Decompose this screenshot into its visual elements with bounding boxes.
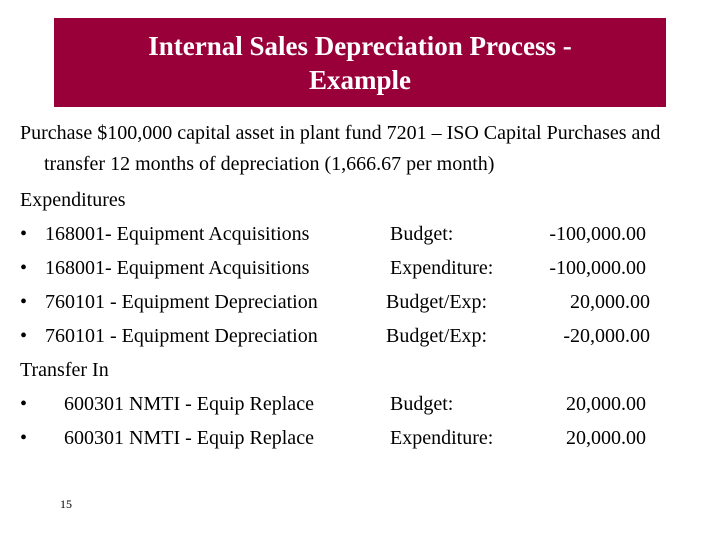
entry-amount: 20,000.00 bbox=[570, 291, 650, 313]
entry-type: Expenditure: bbox=[390, 257, 494, 279]
intro-paragraph: Purchase $100,000 capital asset in plant fund 7201 – ISO Capital Purchases and transfer 12 months of depreciation (1,666.67 per month) bbox=[20, 122, 661, 175]
bullet-icon: • bbox=[20, 427, 28, 449]
bullet-icon: • bbox=[20, 393, 28, 415]
entry-amount: 20,000.00 bbox=[566, 427, 646, 449]
slide-title bbox=[54, 18, 666, 107]
expenditures-heading bbox=[20, 183, 700, 217]
entry-amount: -100,000.00 bbox=[549, 257, 646, 279]
bullet-icon: • bbox=[20, 291, 28, 313]
entry-amount: -20,000.00 bbox=[563, 325, 650, 347]
expenditure-row bbox=[20, 319, 700, 353]
expenditure-row bbox=[20, 251, 700, 285]
page-number: 15 bbox=[60, 497, 72, 511]
entry-type: Budget: bbox=[390, 223, 454, 245]
account-name: 760101 - Equipment Depreciation bbox=[45, 325, 318, 347]
entry-type: Budget/Exp: bbox=[386, 291, 488, 313]
account-name: 600301 NMTI - Equip Replace bbox=[64, 427, 314, 449]
bullet-icon: • bbox=[20, 325, 28, 347]
expenditure-row bbox=[20, 285, 700, 319]
transfer-row bbox=[20, 421, 700, 455]
account-name: 760101 - Equipment Depreciation bbox=[45, 291, 318, 313]
slide-title-line-1: Internal Sales Depreciation Process - bbox=[148, 30, 572, 61]
account-name: 168001- Equipment Acquisitions bbox=[45, 257, 310, 279]
slide-title-line-2: Example bbox=[308, 64, 411, 95]
entry-amount: 20,000.00 bbox=[566, 393, 646, 415]
entry-type: Budget: bbox=[390, 393, 454, 415]
entry-type: Budget/Exp: bbox=[386, 325, 488, 347]
slide-body bbox=[20, 118, 700, 455]
expenditure-row bbox=[20, 217, 700, 251]
entry-amount: -100,000.00 bbox=[549, 223, 646, 245]
transfer-in-heading-label: Transfer In bbox=[20, 359, 109, 381]
transfer-row bbox=[20, 387, 700, 421]
transfer-in-heading bbox=[20, 353, 700, 387]
account-name: 600301 NMTI - Equip Replace bbox=[64, 393, 314, 415]
bullet-icon: • bbox=[20, 223, 28, 245]
expenditures-heading-label: Expenditures bbox=[20, 189, 126, 211]
entry-type: Expenditure: bbox=[390, 427, 494, 449]
bullet-icon: • bbox=[20, 257, 28, 279]
account-name: 168001- Equipment Acquisitions bbox=[45, 223, 310, 245]
